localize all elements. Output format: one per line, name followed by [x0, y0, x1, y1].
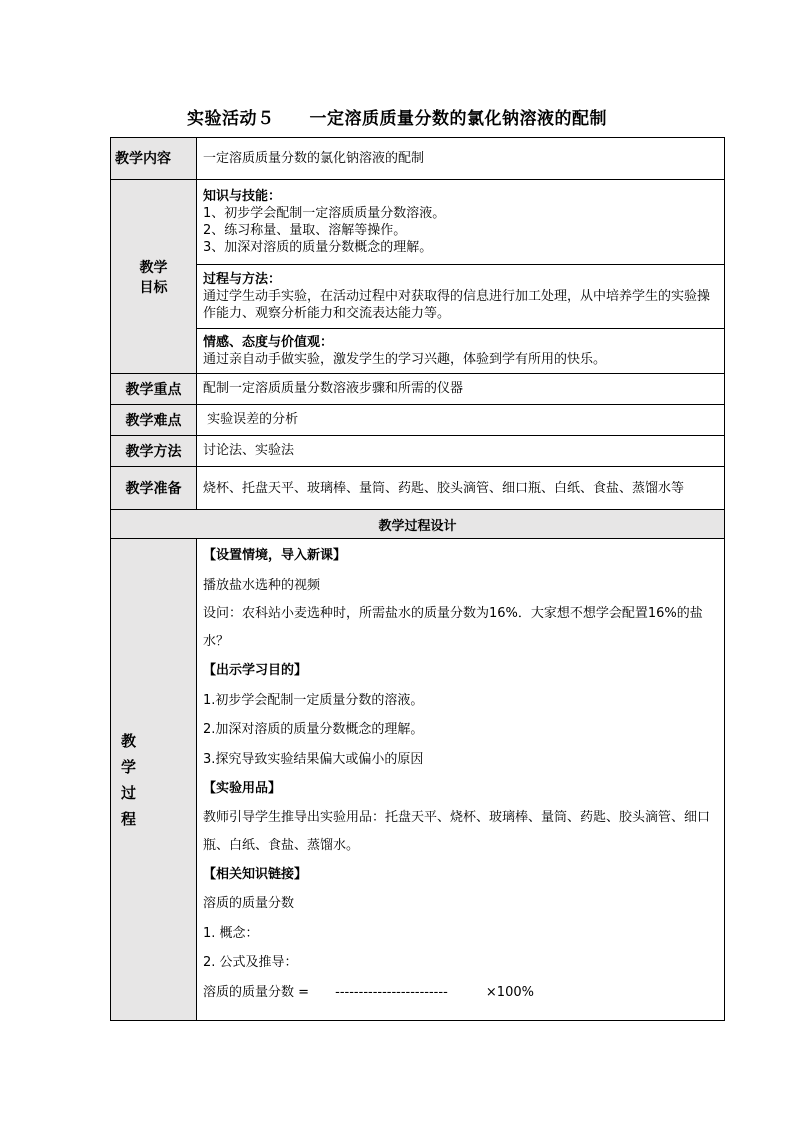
goals-label-line2: 目标	[139, 279, 168, 296]
knowledge-link-heading: 【相关知识链接】	[203, 866, 308, 882]
process-label-char: 程	[120, 809, 136, 828]
row-process	[111, 539, 725, 1021]
key-point-value: 配制一定溶质质量分数溶液步骤和所需的仪器	[197, 374, 725, 405]
knowledge-cell	[197, 180, 725, 265]
goal-heading: 【出示学习目的】	[203, 663, 308, 678]
knowledge-heading: 知识与技能：	[203, 189, 282, 204]
intro-line: 播放盐水选种的视频	[203, 577, 321, 593]
row-preparation	[111, 467, 725, 510]
method-value: 讨论法、实验法	[197, 436, 725, 467]
preparation-label: 教学准备	[111, 467, 197, 510]
goal-item: 2.加深对溶质的质量分数概念的理解。	[203, 722, 424, 737]
materials-heading: 【实验用品】	[203, 781, 282, 796]
materials-text: 教师引导学生推导出实验用品：托盘天平、烧杯、玻璃棒、量筒、药匙、胶头滴管、细口瓶、白纸、食盐、蒸馏水。	[203, 809, 711, 853]
knowledge-item: 1、初步学会配制一定溶质质量分数溶液。	[203, 206, 446, 221]
goals-label-line1: 教学	[139, 259, 168, 276]
row-key-point	[111, 374, 725, 405]
intro-heading: 【设置情境，导入新课】	[203, 548, 347, 563]
row-process-heading	[111, 510, 725, 539]
content-label: 教学内容	[111, 138, 197, 180]
difficulty-label: 教学难点	[111, 405, 197, 436]
knowledge-item: 3、加深对溶质的质量分数概念的理解。	[203, 240, 433, 255]
knowledge-link-title: 溶质的质量分数	[203, 896, 295, 911]
formula-left: 溶质的质量分数 =	[203, 984, 310, 1000]
process-content	[197, 539, 725, 1021]
emotion-text: 通过亲自动手做实验，激发学生的学习兴趣，体验到学有所用的快乐。	[203, 352, 607, 367]
formula-heading: 2. 公式及推导：	[203, 955, 298, 970]
page-title: 实验活动５ 一定溶质质量分数的氯化钠溶液的配制	[187, 109, 607, 129]
process-label	[111, 539, 197, 1021]
goal-item: 3.探究导致实验结果偏大或偏小的原因	[203, 751, 424, 767]
row-difficulty	[111, 405, 725, 436]
concept-line: 1. 概念：	[203, 925, 259, 941]
knowledge-item: 2、练习称量、量取、溶解等操作。	[203, 223, 407, 238]
emotion-cell	[197, 329, 725, 374]
formula-right: ×100%	[485, 984, 534, 1000]
row-goals	[111, 180, 725, 265]
goals-label	[111, 180, 197, 374]
method-label: 教学方法	[111, 436, 197, 467]
content-value: 一定溶质质量分数的氯化钠溶液的配制	[197, 138, 725, 180]
key-point-label: 教学重点	[111, 374, 197, 405]
process-label-char: 过	[120, 783, 136, 802]
process-heading: 过程与方法：	[203, 272, 282, 287]
process-section-heading: 教学过程设计	[111, 510, 725, 539]
formula-fraction-line: ------------------------	[335, 984, 448, 1000]
row-content	[111, 138, 725, 180]
process-label-char: 教	[120, 731, 136, 750]
preparation-value: 烧杯、托盘天平、玻璃棒、量筒、药匙、胶头滴管、细口瓶、白纸、食盐、蒸馏水等	[197, 467, 725, 510]
goal-item: 1.初步学会配制一定质量分数的溶液。	[203, 692, 424, 708]
question-text: 设问：农科站小麦选种时，所需盐水的质量分数为16%．大家想不想学会配置16%的盐水？	[203, 606, 703, 649]
formula-line	[203, 978, 716, 1008]
process-cell	[197, 265, 725, 329]
process-label-char: 学	[120, 757, 136, 776]
row-method	[111, 436, 725, 467]
difficulty-value: 实验误差的分析	[197, 405, 725, 436]
process-text: 通过学生动手实验，在活动过程中对获取得的信息进行加工处理，从中培养学生的实验操作能力、观察分析能力和交流表达能力等。	[203, 289, 711, 321]
emotion-heading: 情感、态度与价值观：	[203, 335, 334, 350]
lesson-plan-table	[110, 137, 725, 1021]
